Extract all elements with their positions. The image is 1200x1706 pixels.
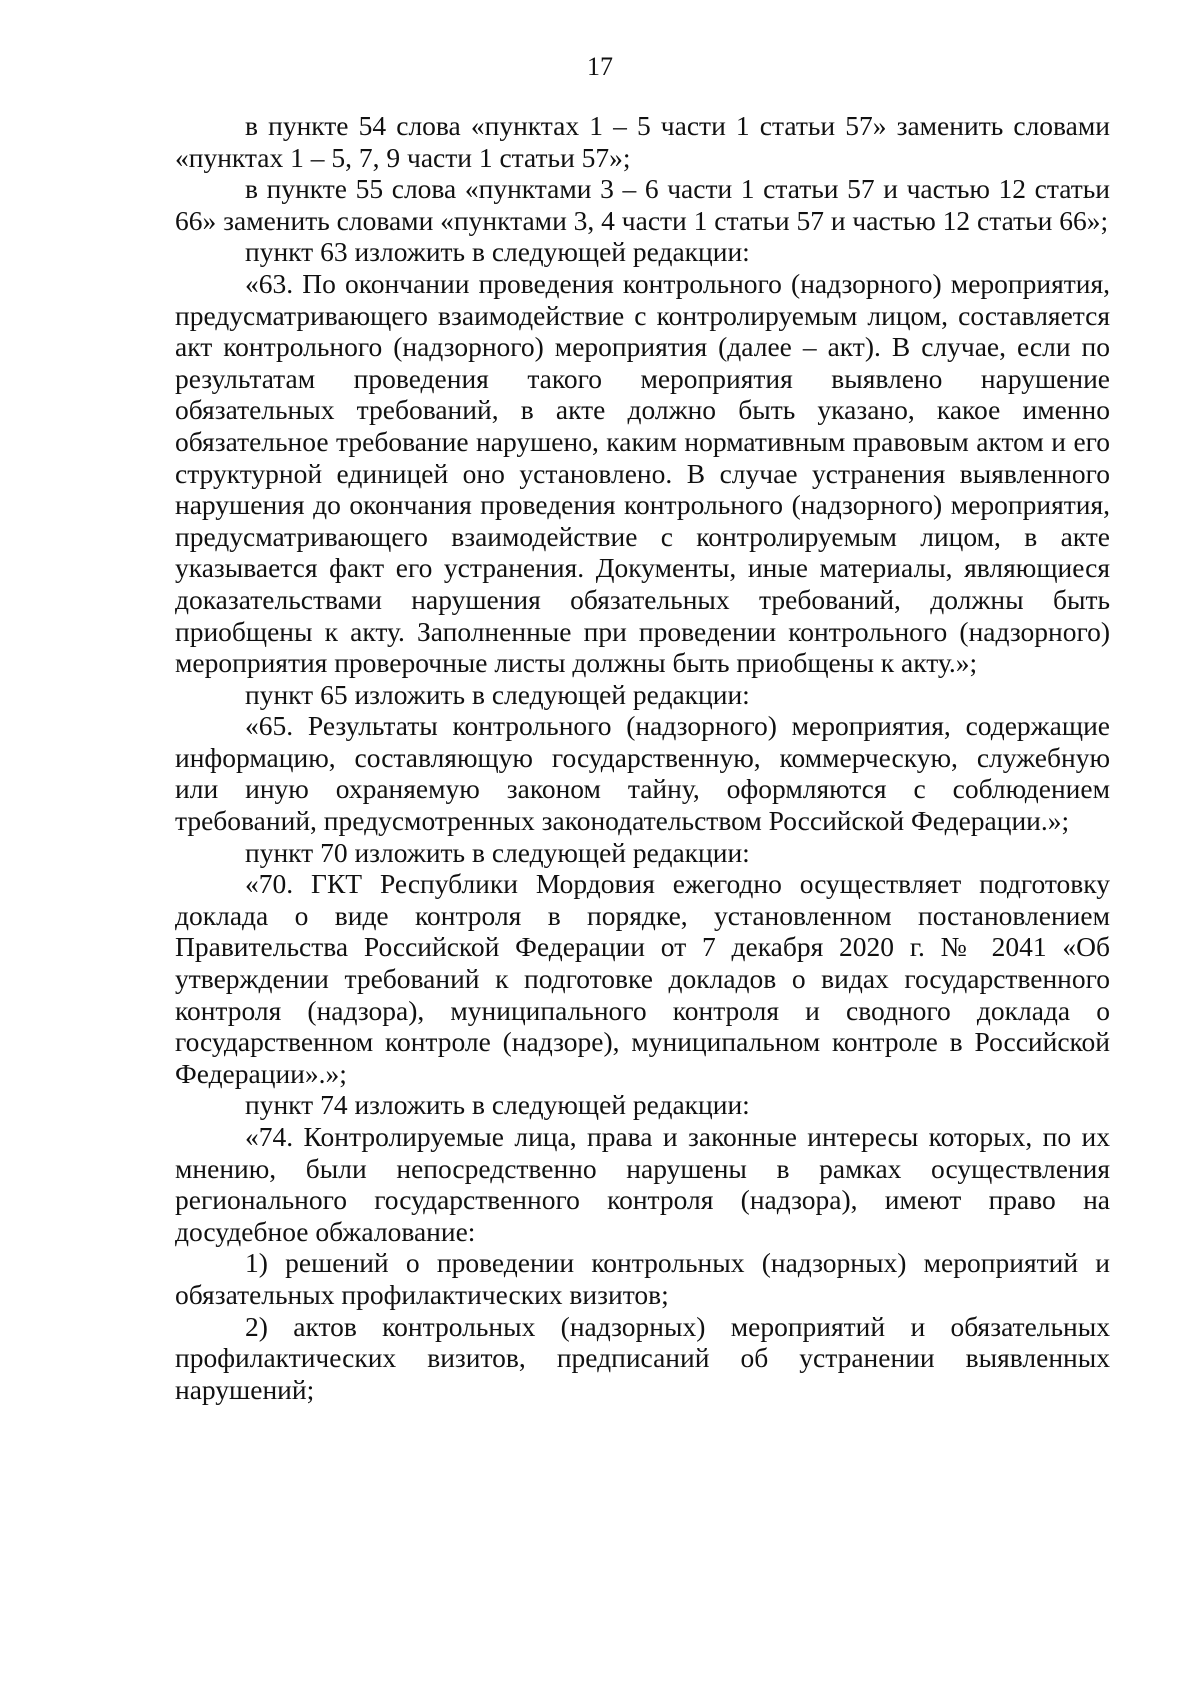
paragraph-amend-point-54: в пункте 54 слова «пунктах 1 – 5 части 1 статьи 57» заменить словами «пунктах 1 – 5, 7, 9 части 1 статьи 57»;	[175, 110, 1110, 173]
page-number: 17	[587, 52, 613, 81]
list-item-2: 2) актов контрольных (надзорных) мероприятий и обязательных профилактических визитов, предписаний об устранении выявленных нарушений;	[175, 1310, 1110, 1405]
document-body	[175, 110, 1110, 1405]
paragraph-point-63-text: «63. По окончании проведения контрольного (надзорного) мероприятия, предусматривающего взаимодействие с контролируемым лицом, составляется акт контрольного (надзорного) мероприятия (далее – акт). В случае, если по результатам проведения такого мероприятия выявлено нарушение обязательных требований, в акте должно быть указано, какое именно обязательное требование нарушено, каким нормативным правовым актом и его структурной единицей оно установлено. В случае устранения выявленного нарушения до окончания проведения контрольного (надзорного) мероприятия, предусматривающего взаимодействие с контролируемым лицом, в акте указывается факт его устранения. Документы, иные материалы, являющиеся доказательствами нарушения обязательных требований, должны быть приобщены к акту. Заполненные при проведении контрольного (надзорного) мероприятия проверочные листы должны быть приобщены к акту.»;	[175, 267, 1110, 679]
paragraph-point-65-intro: пункт 65 изложить в следующей редакции:	[245, 678, 750, 710]
paragraph-point-70-intro: пункт 70 изложить в следующей редакции:	[245, 836, 750, 868]
paragraph-point-63-intro: пункт 63 изложить в следующей редакции:	[245, 236, 750, 268]
paragraph-point-74-text: «74. Контролируемые лица, права и законные интересы которых, по их мнению, были непосредственно нарушены в рамках осуществления регионального государственного контроля (надзора), имеют право на досудебное обжалование:	[175, 1121, 1110, 1247]
paragraph-point-70-text: «70. ГКТ Республики Мордовия ежегодно осуществляет подготовку доклада о виде контроля в порядке, установленном постановлением Правительства Российской Федерации от 7 декабря 2020 г. № 2041 «Об утверждении требований к подготовке докладов о видах государственного контроля (надзора), муниципального контроля и сводного доклада о государственном контроле (надзоре), муниципальном контроле в Российской Федерации».»;	[175, 868, 1110, 1089]
paragraph-point-65-text: «65. Результаты контрольного (надзорного) мероприятия, содержащие информацию, составляющую государственную, коммерческую, служебную или иную охраняемую законом тайну, оформляются с соблюдением требований, предусмотренных законодательством Российской Федерации.»;	[175, 710, 1110, 837]
paragraph-point-74-intro: пункт 74 изложить в следующей редакции:	[245, 1089, 750, 1121]
paragraph-amend-point-55: в пункте 55 слова «пунктами 3 – 6 части 1 статьи 57 и частью 12 статьи 66» заменить словами «пунктами 3, 4 части 1 статьи 57 и частью 12 статьи 66»;	[175, 173, 1110, 236]
list-item-1: 1) решений о проведении контрольных (надзорных) мероприятий и обязательных профилактических визитов;	[175, 1247, 1110, 1310]
